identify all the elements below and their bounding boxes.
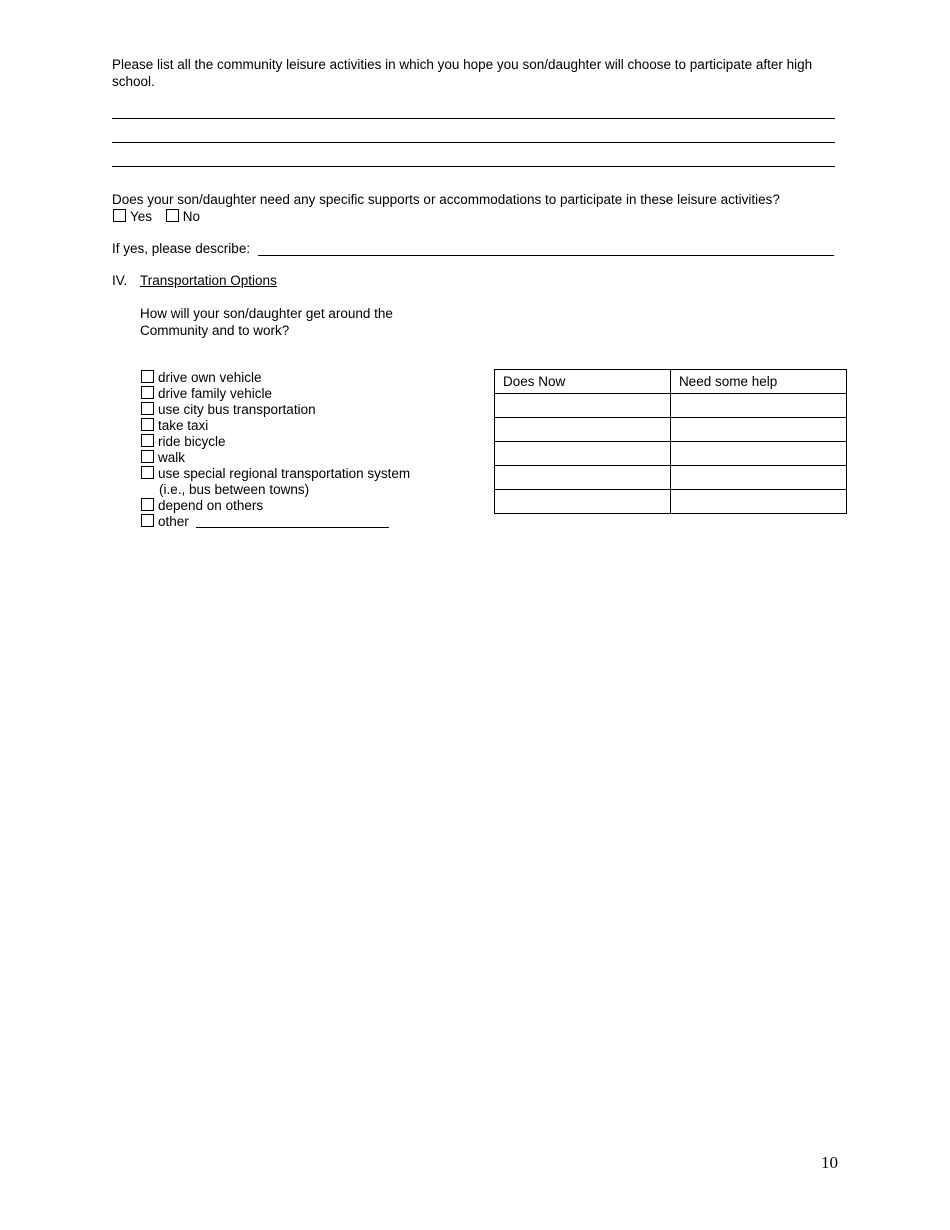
option-depend-on-others <box>141 498 263 514</box>
transport-table <box>494 369 847 514</box>
table-cell[interactable] <box>670 394 846 418</box>
table-cell[interactable] <box>495 490 671 514</box>
option-ride-bicycle <box>141 434 226 450</box>
option-checkbox[interactable] <box>141 498 154 511</box>
option-label: use city bus transportation <box>158 402 316 417</box>
leisure-question-line-1: Please list all the community leisure activities in which you hope you son/daughter will choose to participate after high <box>112 57 813 72</box>
option-city-bus <box>141 402 316 418</box>
option-checkbox[interactable] <box>141 402 154 415</box>
header-does-now: Does Now <box>495 370 671 394</box>
describe-label: If yes, please describe: <box>112 241 251 256</box>
option-other <box>141 514 389 530</box>
option-label: use special regional transportation system <box>158 466 411 481</box>
option-label: other <box>158 514 189 529</box>
section-number: IV. <box>112 273 128 288</box>
table-cell[interactable] <box>495 394 671 418</box>
answer-line-2[interactable] <box>112 142 835 143</box>
describe-input-line[interactable] <box>258 255 834 256</box>
table-cell[interactable] <box>670 466 846 490</box>
yes-checkbox[interactable] <box>113 209 126 222</box>
table-row <box>495 418 847 442</box>
option-walk <box>141 450 185 466</box>
table-row <box>495 442 847 466</box>
yes-label: Yes <box>130 209 153 224</box>
option-checkbox[interactable] <box>141 514 154 527</box>
table-row <box>495 490 847 514</box>
option-regional-transport <box>141 466 410 482</box>
option-label: ride bicycle <box>158 434 226 449</box>
table-cell[interactable] <box>495 418 671 442</box>
other-input-line[interactable] <box>196 515 389 528</box>
table-row <box>495 394 847 418</box>
no-label: No <box>182 209 201 224</box>
option-regional-transport-note: (i.e., bus between towns) <box>159 482 310 497</box>
option-drive-family-vehicle <box>141 386 272 402</box>
option-label: walk <box>158 450 186 465</box>
transport-question <box>140 305 393 339</box>
option-drive-own-vehicle <box>141 370 262 386</box>
option-label: take taxi <box>158 418 209 433</box>
option-checkbox[interactable] <box>141 370 154 383</box>
table-header-row <box>495 370 847 394</box>
table-cell[interactable] <box>495 442 671 466</box>
supports-question: Does your son/daughter need any specific supports or accommodations to participate in these leisure activities? <box>112 192 780 207</box>
answer-line-1[interactable] <box>112 118 835 119</box>
yes-no-group <box>113 209 200 224</box>
answer-line-3[interactable] <box>112 166 835 167</box>
option-label: drive family vehicle <box>158 386 273 401</box>
transport-question-line-2: Community and to work? <box>140 323 290 338</box>
table-cell[interactable] <box>495 466 671 490</box>
option-checkbox[interactable] <box>141 466 154 479</box>
option-checkbox[interactable] <box>141 450 154 463</box>
table-cell[interactable] <box>670 418 846 442</box>
option-label: drive own vehicle <box>158 370 262 385</box>
leisure-question-line-2: school. <box>112 74 155 89</box>
table-cell[interactable] <box>670 442 846 466</box>
option-label: depend on others <box>158 498 264 513</box>
option-checkbox[interactable] <box>141 386 154 399</box>
option-checkbox[interactable] <box>141 418 154 431</box>
table-row <box>495 466 847 490</box>
option-checkbox[interactable] <box>141 434 154 447</box>
header-need-some-help: Need some help <box>670 370 846 394</box>
table-cell[interactable] <box>670 490 846 514</box>
leisure-question <box>112 56 852 90</box>
option-take-taxi <box>141 418 208 434</box>
no-checkbox[interactable] <box>166 209 179 222</box>
transport-question-line-1: How will your son/daughter get around the <box>140 306 393 321</box>
section-title: Transportation Options <box>140 273 277 288</box>
page-number: 10 <box>821 1153 838 1172</box>
